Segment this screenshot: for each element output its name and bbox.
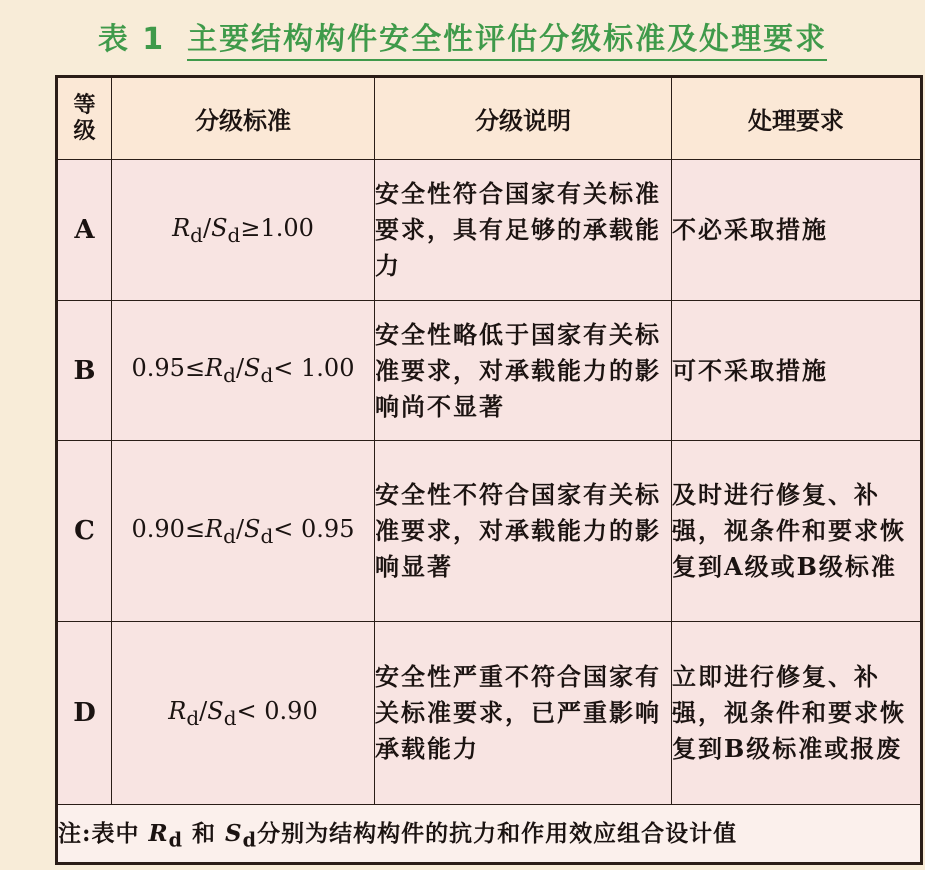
header-grade-line2: 级 [73, 118, 96, 144]
requirement-cell: 不必采取措施 [672, 160, 922, 301]
description-cell: 安全性严重不符合国家有关标准要求，已严重影响承载能力 [375, 622, 672, 805]
requirement-cell: 立即进行修复、补强，视条件和要求恢复到B级标准或报废 [672, 622, 922, 805]
header-requirement: 处理要求 [672, 77, 922, 160]
criteria-cell: $R_d/S_d< 0.90$ [112, 622, 375, 805]
caption-number: 表 1 [97, 22, 166, 57]
grade-cell: A [57, 160, 112, 301]
grade-cell: B [57, 301, 112, 441]
table-row [57, 441, 922, 622]
table-row [57, 160, 922, 301]
description-cell: 安全性略低于国家有关标准要求，对承载能力的影响尚不显著 [375, 301, 672, 441]
table-note: 注:表中 $R_d$ 和 $S_d$分别为结构构件的抗力和作用效应组合设计值 [57, 805, 922, 864]
requirement-cell: 可不采取措施 [672, 301, 922, 441]
grade-cell: C [57, 441, 112, 622]
table-caption [0, 10, 925, 70]
header-grade [57, 77, 112, 160]
criteria-cell: $0.90\le R_d/S_d< 0.95$ [112, 441, 375, 622]
header-row [57, 77, 922, 160]
description-cell: 安全性不符合国家有关标准要求，对承载能力的影响显著 [375, 441, 672, 622]
requirement-cell: 及时进行修复、补强，视条件和要求恢复到A级或B级标准 [672, 441, 922, 622]
table-row [57, 622, 922, 805]
header-criteria: 分级标准 [112, 77, 375, 160]
caption-title: 主要结构构件安全性评估分级标准及处理要求 [187, 22, 827, 61]
description-cell: 安全性符合国家有关标准要求，具有足够的承载能力 [375, 160, 672, 301]
header-description: 分级说明 [375, 77, 672, 160]
note-row [57, 805, 922, 864]
table-row [57, 301, 922, 441]
criteria-cell: $0.95\le R_d/S_d< 1.00$ [112, 301, 375, 441]
header-grade-line1: 等 [73, 92, 96, 118]
criteria-cell: $R_d/S_d\ge 1.00$ [112, 160, 375, 301]
safety-grade-table [55, 75, 923, 865]
grade-cell: D [57, 622, 112, 805]
